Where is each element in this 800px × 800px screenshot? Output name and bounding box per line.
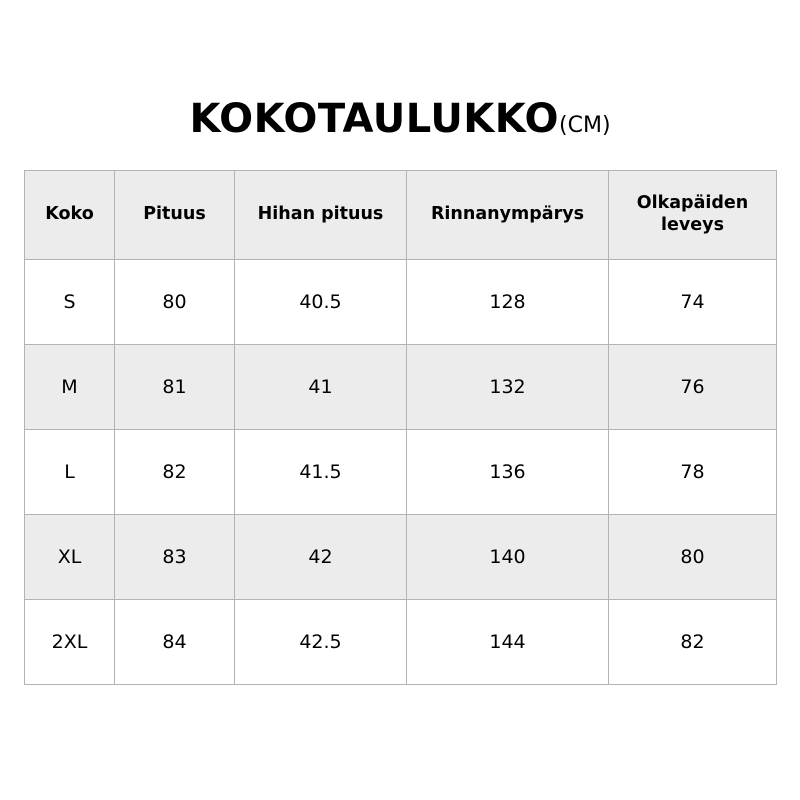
table-row — [25, 430, 777, 515]
cell-length: 81 — [115, 345, 235, 430]
table-row — [25, 260, 777, 345]
cell-sleeve-length: 42.5 — [235, 600, 407, 685]
cell-chest: 140 — [407, 515, 609, 600]
cell-size: L — [25, 430, 115, 515]
column-header-koko: Koko — [25, 171, 115, 260]
size-table-container — [24, 170, 776, 685]
cell-shoulder-width: 76 — [609, 345, 777, 430]
cell-sleeve-length: 40.5 — [235, 260, 407, 345]
page-title-main: KOKOTAULUKKO — [189, 96, 560, 142]
page-title — [0, 96, 800, 142]
cell-sleeve-length: 41 — [235, 345, 407, 430]
size-table — [24, 170, 777, 685]
table-row — [25, 600, 777, 685]
column-header-pituus: Pituus — [115, 171, 235, 260]
cell-shoulder-width: 74 — [609, 260, 777, 345]
cell-size: 2XL — [25, 600, 115, 685]
cell-sleeve-length: 41.5 — [235, 430, 407, 515]
column-header-rinnanymparys: Rinnanympärys — [407, 171, 609, 260]
cell-shoulder-width: 78 — [609, 430, 777, 515]
cell-chest: 136 — [407, 430, 609, 515]
cell-shoulder-width: 82 — [609, 600, 777, 685]
table-row — [25, 345, 777, 430]
cell-length: 84 — [115, 600, 235, 685]
cell-length: 83 — [115, 515, 235, 600]
table-header — [25, 171, 777, 260]
cell-length: 82 — [115, 430, 235, 515]
cell-chest: 144 — [407, 600, 609, 685]
column-header-olkapaiden-leveys: Olkapäiden leveys — [609, 171, 777, 260]
cell-size: M — [25, 345, 115, 430]
cell-chest: 132 — [407, 345, 609, 430]
table-body — [25, 260, 777, 685]
table-header-row — [25, 171, 777, 260]
cell-length: 80 — [115, 260, 235, 345]
cell-shoulder-width: 80 — [609, 515, 777, 600]
cell-size: XL — [25, 515, 115, 600]
table-row — [25, 515, 777, 600]
cell-sleeve-length: 42 — [235, 515, 407, 600]
page-title-unit: (CM) — [559, 113, 611, 138]
cell-chest: 128 — [407, 260, 609, 345]
cell-size: S — [25, 260, 115, 345]
column-header-hihan-pituus: Hihan pituus — [235, 171, 407, 260]
